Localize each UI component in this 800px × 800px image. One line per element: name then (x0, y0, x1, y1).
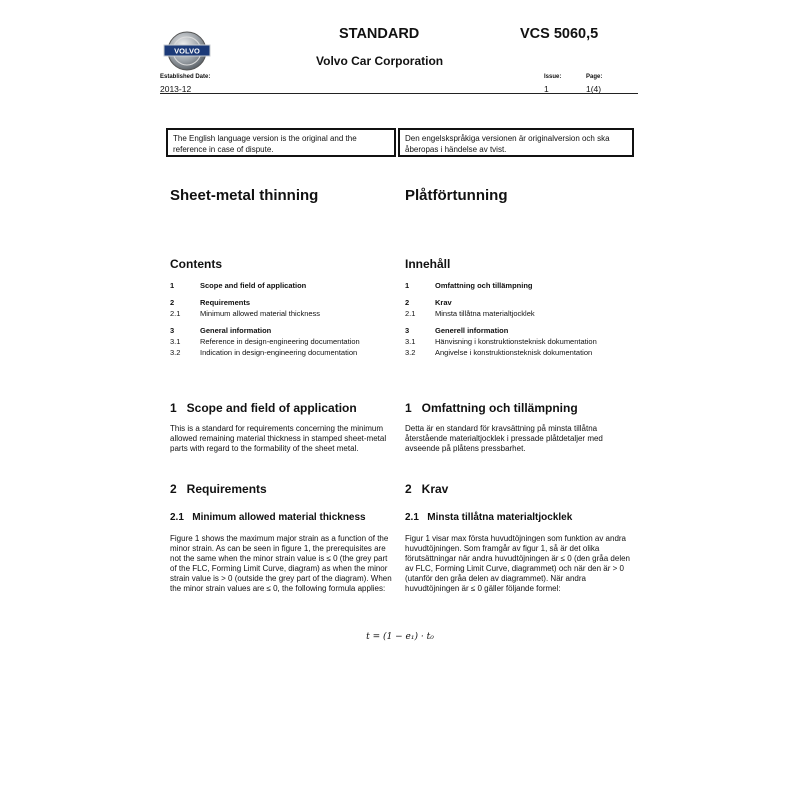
section2-heading-sv: 2 Krav (405, 482, 449, 496)
section1-heading-sv: 1 Omfattning och tillämpning (405, 401, 578, 415)
section2-1-body-en: Figure 1 shows the maximum major strain as a function of the minor strain. As can be seen in figure 1, the prerequisites are not the same when the minor strain value is ≤ 0 (the grey part of the FLC, Forming Limit Curve, diagram) as when the minor strain value is > 0 (outside the grey part of the diagram). When the minor strain values are ≤ 0, the following formula applies: (170, 534, 392, 593)
toc-item: 1 Scope and field of application (170, 281, 307, 290)
contents-heading-sv: Innehåll (405, 257, 451, 271)
section2-1-heading-en: 2.1 Minimum allowed material thickness (170, 512, 366, 523)
issue-value: 1 (544, 84, 549, 94)
toc-item: 3.2 Indication in design-engineering documentation (170, 348, 358, 357)
section1-heading-en: 1 Scope and field of application (170, 401, 357, 415)
notice-text-sv: Den engelskspråkiga versionen är originalversion och ska åberopas i händelse av tvist. (405, 134, 610, 154)
toc-item: 2.1 Minimum allowed material thickness (170, 309, 321, 318)
header-divider (160, 93, 638, 94)
logo-text: VOLVO (174, 46, 200, 56)
toc-sv (405, 280, 645, 358)
notice-text-en: The English language version is the original and the reference in case of dispute. (173, 134, 357, 154)
page-value: 1(4) (586, 84, 602, 94)
toc-item: 3.1 Reference in design-engineering documentation (170, 337, 360, 346)
organization-name: Volvo Car Corporation (316, 54, 444, 68)
toc-item: 3.2 Angivelse i konstruktionsteknisk dokumentation (405, 348, 593, 357)
toc-item: 3 General information (170, 326, 272, 335)
section2-1-body-sv: Figur 1 visar max första huvudtöjningen som funktion av andra huvudtöjningen. Som framgår av figur 1, så är det olika förutsättningar när andra huvudtöjningen är ≤ 0 (den gråa delen av FLC, Forming Limit Curve, diagrammet) och när den är > 0 (utanför den gråa delen av diagrammet). När andra huvudtöjningen är ≤ 0 gäller följande formel: (405, 534, 630, 593)
section1-body-sv: Detta är en standard för kravsättning på minsta tillåtna återstående materialtjocklek i pressade plåtdetaljer med avseende på plåtens pressbarhet. (405, 424, 603, 453)
document-number: VCS 5060,5 (520, 26, 599, 42)
toc-item: 2 Krav (405, 298, 452, 307)
document-type: STANDARD (339, 26, 420, 42)
toc-item: 2.1 Minsta tillåtna materialtjocklek (405, 309, 535, 318)
issue-label: Issue: (544, 74, 562, 80)
title-en: Sheet-metal thinning (170, 187, 319, 204)
notice-box-en (166, 128, 396, 157)
toc-item: 3 Generell information (405, 326, 509, 335)
established-date-value: 2013-12 (160, 84, 192, 94)
established-date-label: Established Date: (160, 74, 211, 80)
title-sv: Plåtförtunning (405, 187, 508, 204)
volvo-logo (160, 25, 214, 73)
toc-item: 1 Omfattning och tillämpning (405, 281, 533, 290)
contents-heading-en: Contents (170, 257, 222, 271)
section1-body-en: This is a standard for requirements concerning the minimum allowed remaining material thickness in stamped sheet-metal parts with regard to the formability of the sheet metal. (170, 424, 387, 453)
notice-box-sv (398, 128, 634, 157)
thickness-formula: t = (1 − e₁) · t₀ (366, 632, 434, 642)
toc-item: 2 Requirements (170, 298, 251, 307)
toc-en (170, 280, 410, 358)
toc-item: 3.1 Hänvisning i konstruktionsteknisk dokumentation (405, 337, 597, 346)
section2-heading-en: 2 Requirements (170, 482, 267, 496)
page-label: Page: (586, 74, 603, 80)
section2-1-heading-sv: 2.1 Minsta tillåtna materialtjocklek (405, 512, 573, 523)
